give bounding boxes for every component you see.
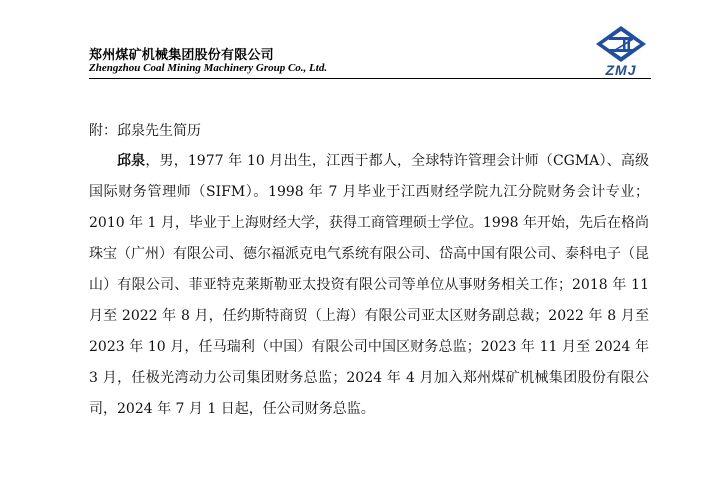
appendix-title: 附：邱泉先生简历 xyxy=(89,123,201,139)
zmj-emblem-icon xyxy=(592,24,650,64)
bio-paragraph xyxy=(89,146,649,425)
logo-wordmark: ZMJ xyxy=(605,62,637,78)
company-name-en: Zhengzhou Coal Mining Machinery Group Co., Ltd. xyxy=(89,62,328,74)
document-body xyxy=(89,118,649,425)
company-name-cn: 郑州煤矿机械集团股份有限公司 xyxy=(89,48,274,63)
bio-name: 邱泉 xyxy=(117,153,146,169)
header-divider xyxy=(89,78,651,79)
bio-text: ，男，1977 年 10 月出生，江西于都人，全球特许管理会计师（CGMA）、高级国际财务管理师（SIFM）。1998 年 7 月毕业于江西财经学院九江分院财务会计专业；2010 年 1 月，毕业于上海财经大学，获得工商管理硕士学位。1998 年开始，先后在格尚珠宝（广州）有限公司、德尔福派克电气系统有限公司、岱高中国有限公司、泰科电子（昆山）有限公司、菲亚特克莱斯勒亚太投资有限公司等单位从事财务相关工作；2018 年 11 月至 2022 年 8 月，任约斯特商贸（上海）有限公司亚太区财务副总裁；2022 年 8 月至 2023 年 10 月，任马瑞利（中国）有限公司中国区财务总监；2023 年 11 月至 2024 年 3 月，任极光湾动力公司集团财务总监；2024 年 4 月加入郑州煤矿机械集团股份有限公司，2024 年 7 月 1 日起，任公司财务总监。 xyxy=(89,153,649,417)
company-logo xyxy=(592,24,650,78)
document-header xyxy=(0,0,708,80)
